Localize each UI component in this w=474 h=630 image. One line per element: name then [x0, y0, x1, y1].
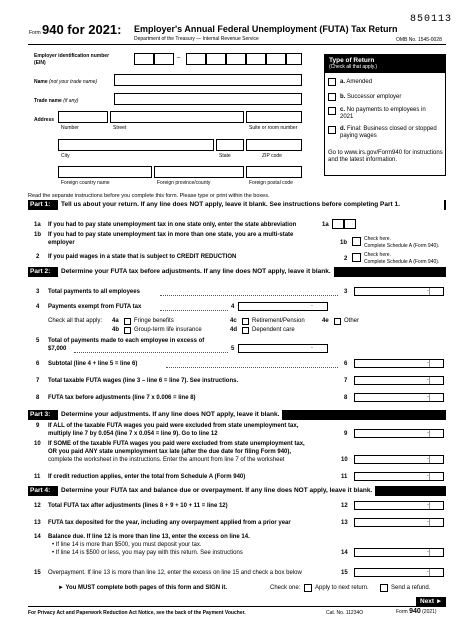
line-6-ref: 6	[344, 361, 348, 367]
city-input[interactable]	[58, 139, 214, 151]
no-payments-label: c. No payments to employees in 2021	[340, 107, 426, 120]
part1-label: Part 1:	[28, 200, 56, 210]
line-13-ref: 13	[341, 520, 348, 526]
zip-label: ZIP code	[262, 153, 282, 159]
apply-next-return-checkbox[interactable]	[304, 584, 312, 592]
line-11-amount[interactable]: .	[354, 472, 444, 481]
ein-sub-label: (EIN)	[34, 60, 46, 66]
other-checkbox[interactable]	[334, 318, 341, 325]
next-button[interactable]: Next ►	[416, 597, 446, 607]
line-13-amount[interactable]: .	[354, 518, 444, 527]
omb-number: OMB No. 1545-0028	[396, 37, 442, 43]
part1-title: Tell us about your return. If any line does NOT apply, leave it blank. See instructions before completing Part 1.	[58, 200, 444, 210]
line-4c-number: 4c	[230, 318, 237, 324]
line-6-amount[interactable]: .	[354, 359, 444, 368]
line-10-text-3: complete the worksheet in the instructions. Enter the amount from line 7 of the worksheet	[48, 457, 285, 463]
line-4b-number: 4b	[112, 327, 120, 333]
line-2-checkbox[interactable]	[352, 253, 361, 262]
line-10-amount[interactable]: .	[354, 455, 444, 464]
line-15-text: Overpayment. If line 13 is more than line 12, enter the excess on line 15 and check a box below	[48, 570, 302, 576]
foreign-postal-input[interactable]	[246, 166, 302, 178]
foreign-postal-label: Foreign postal code	[249, 180, 293, 186]
department-text: Department of the Treasury — Internal Revenue Service	[134, 36, 259, 42]
line-11-text: If credit reduction applies, enter the total from Schedule A (Form 940)	[48, 474, 246, 480]
line-14-text-3: • If line 14 is $500 or less, you may pay with this return. See instructions	[52, 550, 243, 556]
part4-label: Part 4:	[28, 486, 56, 496]
line-5-ref: 5	[231, 346, 235, 352]
line-1b-ref: 1b	[340, 240, 348, 246]
form-label: Form	[29, 30, 41, 36]
line-10-ref: 10	[341, 457, 348, 463]
line-15-ref: 15	[341, 570, 348, 576]
line-10-text-2: OR you paid ANY state unemployment tax late (after the due date for filing Form 940),	[48, 449, 292, 455]
line-11-ref: 11	[341, 474, 348, 480]
line-13-text: FUTA tax deposited for the year, including any overpayment applied from a prior year	[48, 520, 291, 526]
final-checkbox[interactable]	[328, 126, 336, 134]
line-14-text: Balance due. If line 12 is more than line 13, enter the excess on line 14.	[48, 534, 250, 540]
line-1a-state-input-2[interactable]	[344, 219, 356, 229]
line-1a-text: If you had to pay state unemployment tax in one state only, enter the state abbreviation	[48, 222, 297, 228]
line-4e-number: 4e	[322, 318, 329, 324]
no-payments-checkbox[interactable]	[328, 107, 336, 115]
address-number-label: Number	[61, 125, 79, 131]
line-7-amount[interactable]: .	[354, 376, 444, 385]
line-9-text-2: multiply line 7 by 0.054 (line 7 x 0.054 = line 9). Go to line 12	[48, 431, 218, 437]
form-reference: Form 940 (2021)	[396, 608, 437, 615]
state-input[interactable]	[216, 139, 244, 151]
send-refund-label: Send a refund.	[391, 585, 431, 591]
send-refund-checkbox[interactable]	[380, 584, 388, 592]
part3-label: Part 3:	[28, 410, 56, 420]
address-street-input[interactable]	[110, 111, 244, 123]
line-1b-text: If you had to pay state unemployment tax in more than one state, you are a multi-state	[48, 232, 294, 238]
line-15-amount[interactable]: .	[354, 568, 444, 577]
line-5-text: Total of payments made to each employee in excess of	[48, 338, 205, 344]
city-label: City	[61, 153, 70, 159]
line-15-number: 15	[34, 570, 41, 576]
line-12-number: 12	[34, 503, 41, 509]
check-all-label: Check all that apply:	[48, 318, 103, 324]
retirement-pension-checkbox[interactable]	[242, 318, 249, 325]
line-5-text-2: $7,000	[48, 346, 67, 352]
line-9-ref: 9	[344, 431, 348, 437]
state-label: State	[219, 153, 231, 159]
part4-title: Determine your FUTA tax and balance due or overpayment. If any line does NOT apply, leave it blank.	[58, 486, 375, 496]
line-1b-checkbox[interactable]	[352, 237, 361, 246]
barcode-number: 850113	[410, 14, 453, 25]
zip-input[interactable]	[246, 139, 302, 151]
foreign-province-input[interactable]	[154, 166, 244, 178]
retirement-pension-label: Retirement/Pension	[252, 318, 305, 324]
must-complete-note: ► You MUST complete both pages of this form and SIGN it.	[58, 585, 228, 591]
dependent-care-label: Dependent care	[252, 327, 295, 333]
line-4-text: Payments exempt from FUTA tax	[48, 304, 142, 310]
successor-employer-label: b. Successor employer	[340, 94, 402, 100]
final-label: d. Final: Business closed or stopped paying wages	[340, 126, 437, 139]
line-8-ref: 8	[344, 395, 348, 401]
trade-name-input[interactable]	[114, 93, 302, 105]
line-4-number: 4	[36, 304, 40, 310]
line-3-number: 3	[36, 289, 40, 295]
name-input[interactable]	[114, 74, 302, 86]
line-7-number: 7	[36, 378, 40, 384]
type-of-return-subtitle: (Check all that apply.)	[329, 64, 377, 70]
address-street-label: Street	[113, 125, 127, 131]
name-label: Name (not your trade name)	[34, 79, 98, 85]
line-4-amount[interactable]: .	[238, 302, 328, 311]
foreign-country-label: Foreign country name	[61, 180, 110, 186]
line-2-ref: 2	[344, 256, 348, 262]
check-one-label: Check one:	[270, 585, 301, 591]
successor-employer-checkbox[interactable]	[328, 93, 336, 101]
line-14-ref: 14	[341, 550, 348, 556]
address-number-input[interactable]	[58, 111, 108, 123]
dependent-care-checkbox[interactable]	[242, 327, 249, 334]
line-8-number: 8	[36, 395, 40, 401]
form-subtitle: Employer's Annual Federal Unemployment (FUTA) Tax Return	[134, 24, 398, 34]
group-term-life-label: Group-term life insurance	[134, 327, 202, 333]
line-1a-state-input-1[interactable]	[332, 219, 344, 229]
line-2-check-here: Check here.	[364, 252, 391, 258]
instructions-line: Read the separate instructions before you complete this form. Please type or print within the boxes.	[28, 193, 270, 199]
foreign-country-input[interactable]	[58, 166, 152, 178]
other-label: Other	[344, 318, 360, 324]
type-of-return-title: Type of Return	[329, 57, 375, 64]
line-1b-complete: Complete Schedule A (Form 940).	[364, 243, 440, 249]
part2-label: Part 2:	[28, 267, 56, 277]
line-6-text: Subtotal (line 4 + line 5 = line 6)	[48, 361, 138, 367]
form-title: 940 for 2021:	[42, 22, 122, 37]
line-4d-number: 4d	[230, 327, 238, 333]
address-suite-input[interactable]	[246, 111, 302, 123]
line-1b-number: 1b	[34, 232, 42, 238]
line-11-number: 11	[34, 474, 41, 480]
line-2-complete: Complete Schedule A (Form 940).	[364, 259, 440, 265]
line-10-text: If SOME of the taxable FUTA wages you paid were excluded from state unemployment tax,	[48, 441, 305, 447]
line-9-text: If ALL of the taxable FUTA wages you paid were excluded from state unemployment tax,	[48, 423, 299, 429]
line-1a-ref: 1a	[322, 222, 329, 228]
part2-title: Determine your FUTA tax before adjustments. If any line does NOT apply, leave it blank.	[58, 267, 334, 277]
fringe-benefits-label: Fringe benefits	[134, 318, 174, 324]
line-9-number: 9	[36, 423, 40, 429]
group-term-life-checkbox[interactable]	[124, 327, 131, 334]
fringe-benefits-checkbox[interactable]	[124, 318, 131, 325]
line-8-text: FUTA tax before adjustments (line 7 x 0.006 = line 8)	[48, 395, 196, 401]
line-10-number: 10	[34, 441, 41, 447]
amended-checkbox[interactable]	[328, 78, 336, 86]
foreign-province-label: Foreign province/county	[157, 180, 211, 186]
line-3-amount[interactable]: .	[354, 287, 444, 296]
line-2-number: 2	[36, 254, 40, 260]
line-14-number: 14	[34, 534, 41, 540]
part3-title: Determine your adjustments. If any line does NOT apply, leave it blank.	[58, 410, 282, 420]
ein-label: Employer identification number	[34, 53, 110, 59]
apply-next-return-label: Apply to next return.	[315, 585, 369, 591]
line-12-text: Total FUTA tax after adjustments (lines 8 + 9 + 10 + 11 = line 12)	[48, 503, 228, 509]
line-4a-number: 4a	[112, 318, 119, 324]
trade-name-label: Trade name (if any)	[34, 98, 79, 104]
go-to-instructions: Go to www.irs.gov/Form940 for instructions and the latest information.	[328, 150, 443, 163]
line-9-amount[interactable]: .	[354, 429, 444, 438]
line-14-amount[interactable]: .	[354, 548, 444, 557]
line-12-ref: 12	[341, 503, 348, 509]
line-1a-number: 1a	[34, 222, 41, 228]
line-14-text-2: • If line 14 is more than $500, you must deposit your tax.	[52, 542, 202, 548]
amended-label: a. Amended	[340, 79, 373, 85]
line-3-text: Total payments to all employees	[48, 289, 140, 295]
privacy-notice: For Privacy Act and Paperwork Reduction Act Notice, see the back of the Payment Voucher.	[28, 610, 246, 616]
line-7-ref: 7	[344, 378, 348, 384]
address-suite-label: Suite or room number	[249, 125, 298, 131]
line-4-ref: 4	[231, 304, 235, 310]
line-12-amount[interactable]: .	[354, 501, 444, 510]
line-1b-text-2: employer	[48, 240, 75, 246]
line-3-ref: 3	[344, 289, 348, 295]
ein-input[interactable]: –	[134, 53, 302, 65]
line-5-amount[interactable]: .	[238, 344, 328, 353]
line-2-text: If you paid wages in a state that is subject to CREDIT REDUCTION	[48, 254, 237, 260]
line-13-number: 13	[34, 520, 41, 526]
line-6-number: 6	[36, 361, 40, 367]
line-5-number: 5	[36, 338, 40, 344]
line-8-amount[interactable]: .	[354, 393, 444, 402]
address-label: Address	[34, 117, 55, 123]
line-7-text: Total taxable FUTA wages (line 3 – line 6 = line 7). See instructions.	[48, 378, 239, 384]
line-1b-check-here: Check here.	[364, 236, 391, 242]
catalog-number: Cat. No. 11234O	[326, 610, 364, 616]
